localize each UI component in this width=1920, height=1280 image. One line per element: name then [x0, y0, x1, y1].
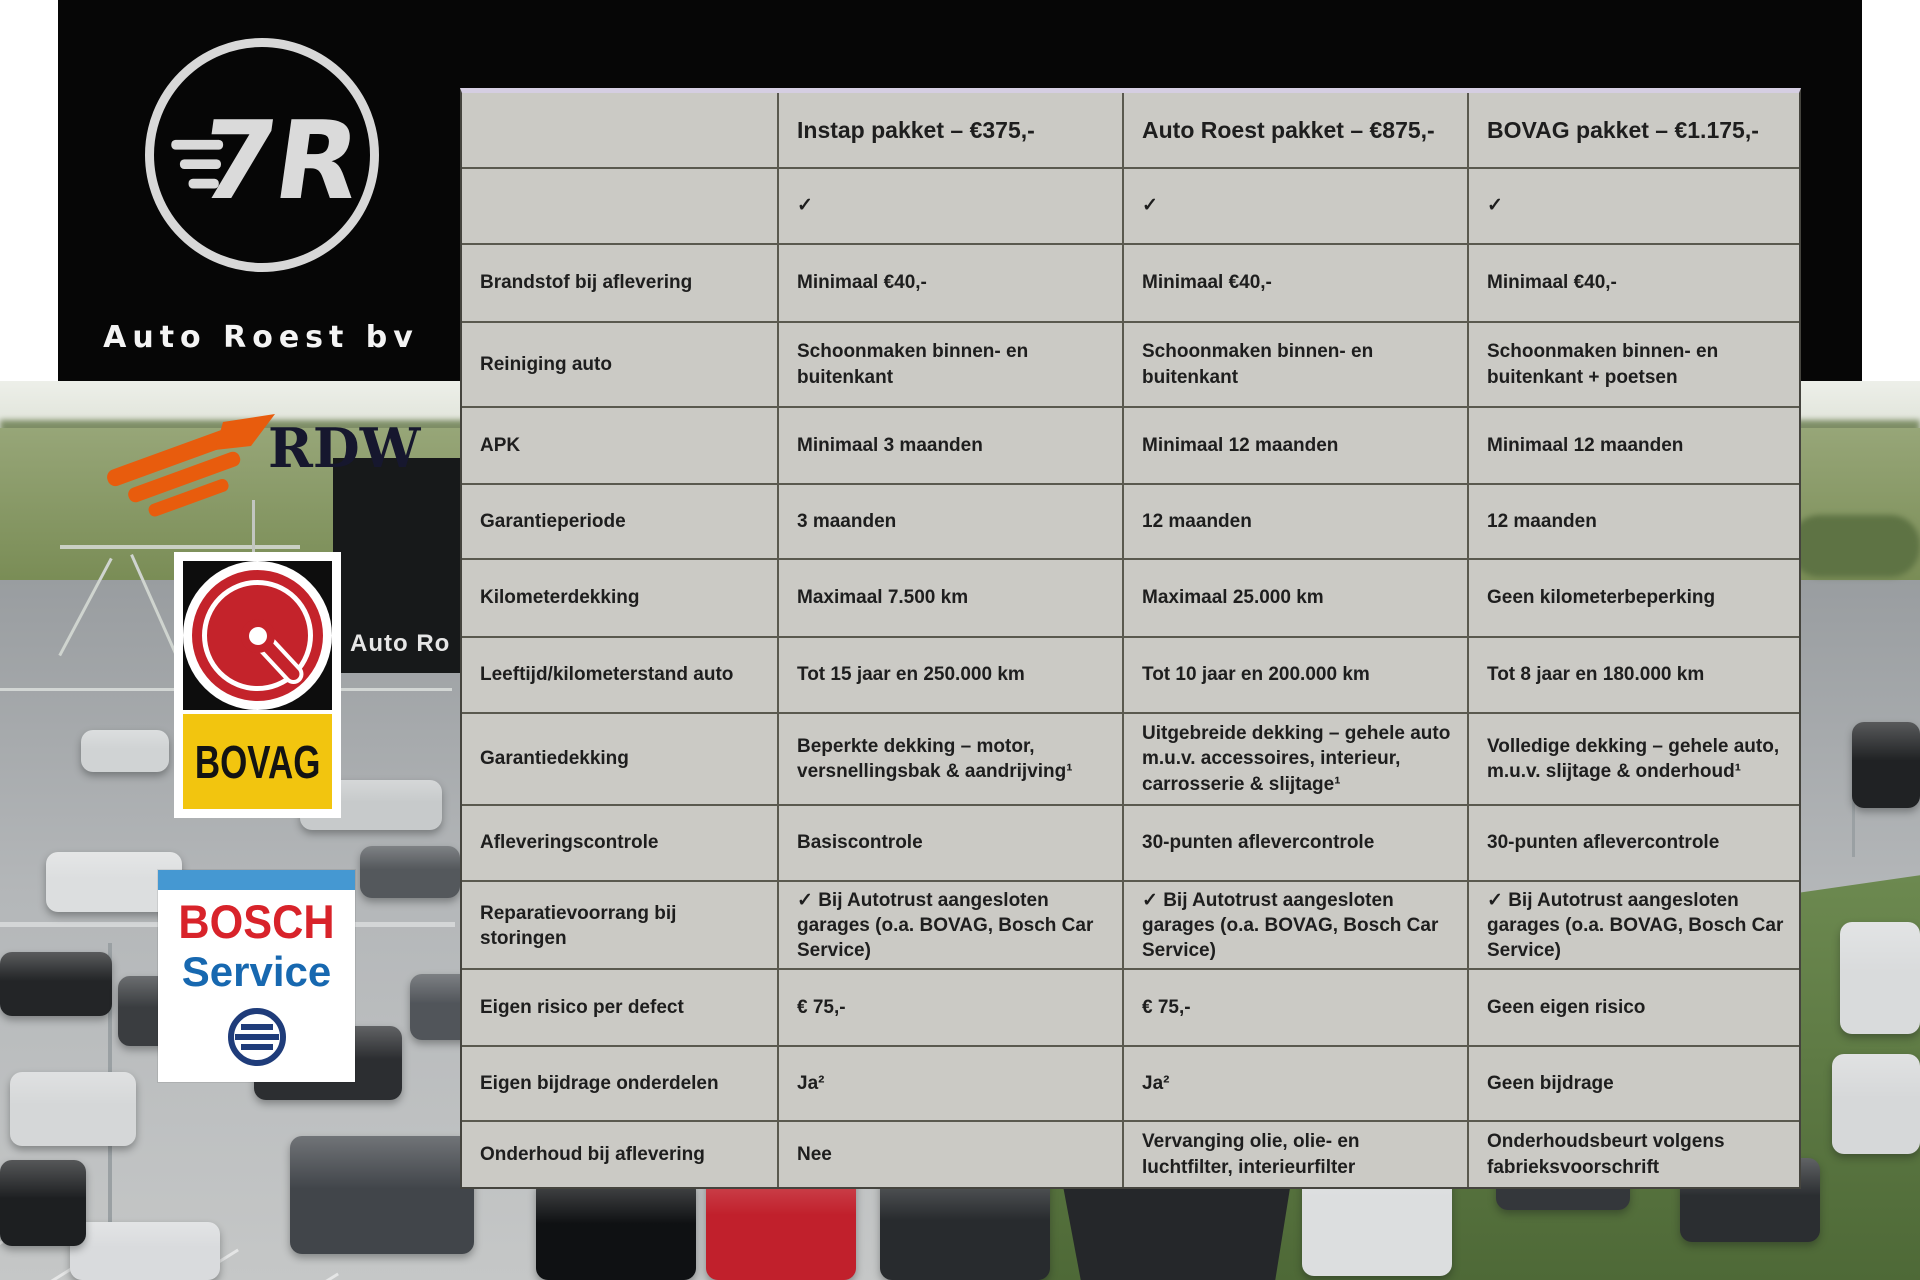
car	[0, 952, 112, 1016]
cell: Minimaal €40,-	[1487, 272, 1617, 294]
row-label: Brandstof bij aflevering	[462, 245, 779, 321]
car	[70, 1222, 220, 1280]
bosch-blue-bar	[158, 870, 355, 890]
cell: Onderhoudsbeurt volgens fabrieksvoorschrift	[1487, 1131, 1725, 1178]
car	[536, 1178, 696, 1280]
cell: 3 maanden	[779, 485, 1124, 558]
right-white-strip	[1862, 0, 1920, 381]
bovag-hub	[241, 619, 275, 653]
cell: ✓	[779, 169, 1124, 243]
column-header: Instap pakket – €375,-	[779, 93, 1124, 167]
row-label: APK	[462, 408, 779, 483]
cell: Schoonmaken binnen- en buitenkant	[779, 323, 1124, 406]
cell: 12 maanden	[1124, 485, 1469, 558]
cell: Geen eigen risico	[1487, 996, 1646, 1018]
table-row	[462, 882, 1799, 970]
cell: € 75,-	[1124, 970, 1469, 1045]
cell: Volledige dekking – gehele auto, m.u.v. slijtage & onderhoud¹	[1487, 735, 1780, 782]
table-row	[462, 560, 1799, 638]
car	[0, 1160, 86, 1246]
cell: Geen kilometerbeperking	[1487, 587, 1716, 609]
rdw-wing-icon	[103, 414, 283, 518]
car	[81, 730, 169, 772]
column-header: BOVAG pakket – €1.175,-	[1487, 116, 1759, 143]
table-row	[462, 245, 1799, 323]
cell: Minimaal 12 maanden	[1487, 434, 1684, 456]
bosch-service-logo	[158, 870, 355, 1082]
table-header-row	[462, 93, 1799, 169]
left-white-strip	[0, 0, 58, 381]
bovag-dial-icon	[183, 561, 332, 710]
bosch-service-text: Service	[181, 948, 332, 995]
bovag-dial-disc	[192, 570, 323, 701]
cell: 12 maanden	[1487, 510, 1597, 532]
row-label: Eigen bijdrage onderdelen	[462, 1047, 779, 1120]
table-row	[462, 169, 1799, 245]
cell: Beperkte dekking – motor, versnellingsbak & aandrijving¹	[779, 714, 1124, 804]
cell: Schoonmaken binnen- en buitenkant	[1124, 323, 1469, 406]
table-row	[462, 714, 1799, 806]
cell: Ja²	[1124, 1047, 1469, 1120]
cell: Minimaal 12 maanden	[1124, 408, 1469, 483]
car	[10, 1072, 136, 1146]
row-label: Garantieperiode	[462, 485, 779, 558]
table-row	[462, 485, 1799, 560]
auto-roest-monogram-icon	[154, 47, 370, 263]
cell: Basiscontrole	[779, 806, 1124, 880]
cell: Geen bijdrage	[1487, 1072, 1614, 1094]
cell: Maximaal 7.500 km	[779, 560, 1124, 636]
bovag-dial-outer	[183, 561, 332, 710]
cell: 30-punten aflevercontrole	[1487, 832, 1720, 854]
cell: Tot 15 jaar en 250.000 km	[779, 638, 1124, 712]
cell: Schoonmaken binnen- en buitenkant + poetsen	[1487, 341, 1719, 388]
cell: 30-punten aflevercontrole	[1124, 806, 1469, 880]
cell: Maximaal 25.000 km	[1124, 560, 1469, 636]
row-label: Afleveringscontrole	[462, 806, 779, 880]
column-header: Auto Roest pakket – €875,-	[1124, 93, 1469, 167]
company-name: Auto Roest bv	[103, 320, 419, 355]
bosch-armature-icon	[226, 1006, 288, 1068]
cell: ✓ Bij Autotrust aangesloten garages (o.a. BOVAG, Bosch Car Service)	[1124, 882, 1469, 969]
car	[1840, 922, 1920, 1034]
cell: Minimaal 3 maanden	[779, 408, 1124, 483]
cell: Tot 10 jaar en 200.000 km	[1124, 638, 1469, 712]
package-table	[460, 88, 1801, 1189]
cell: Uitgebreide dekking – gehele auto m.u.v. accessoires, interieur, carrosserie & slijtage¹	[1124, 714, 1469, 804]
bovag-logo	[174, 552, 341, 818]
table-row	[462, 323, 1799, 408]
cell: Tot 8 jaar en 180.000 km	[1487, 664, 1705, 686]
row-label: Garantiedekking	[462, 714, 779, 804]
cell: € 75,-	[779, 970, 1124, 1045]
cell: Minimaal €40,-	[779, 245, 1124, 321]
cell: Ja²	[779, 1047, 1124, 1120]
table-row	[462, 638, 1799, 714]
rdw-logo	[103, 410, 421, 520]
cell: ✓	[1124, 169, 1469, 243]
monogram-text: 7R	[191, 97, 368, 225]
row-label: Leeftijd/kilometerstand auto	[462, 638, 779, 712]
cell: Nee	[779, 1122, 1124, 1187]
car	[1832, 1054, 1920, 1154]
trees	[1790, 515, 1920, 577]
table-row	[462, 806, 1799, 882]
row-label: Onderhoud bij aflevering	[462, 1122, 779, 1187]
table-row	[462, 970, 1799, 1047]
cell: ✓ Bij Autotrust aangesloten garages (o.a. BOVAG, Bosch Car Service)	[779, 882, 1124, 969]
corner-cell	[462, 93, 779, 167]
row-label: Eigen risico per defect	[462, 970, 779, 1045]
row-label: Kilometerdekking	[462, 560, 779, 636]
car	[1852, 722, 1920, 808]
car	[290, 1136, 474, 1254]
cell: ✓ Bij Autotrust aangesloten garages (o.a. BOVAG, Bosch Car Service)	[1487, 890, 1784, 962]
structure-beam	[60, 545, 300, 549]
bovag-band	[183, 714, 332, 809]
building-sign: Auto Ro	[350, 630, 451, 657]
row-label: Reiniging auto	[462, 323, 779, 406]
cell: Vervanging olie, olie- en luchtfilter, interieurfilter	[1124, 1122, 1469, 1187]
rdw-text: RDW	[268, 416, 421, 480]
cell: ✓	[1487, 195, 1503, 217]
cell: Minimaal €40,-	[1124, 245, 1469, 321]
car	[360, 846, 460, 898]
row-label: Reparatievoorrang bij storingen	[462, 882, 779, 969]
auto-roest-logo	[145, 38, 379, 272]
bovag-text: BOVAG	[194, 735, 321, 788]
table-row	[462, 1122, 1799, 1187]
table-row	[462, 408, 1799, 485]
table-row	[462, 1047, 1799, 1122]
row-label	[462, 169, 779, 243]
bosch-text: BOSCH	[178, 895, 335, 948]
